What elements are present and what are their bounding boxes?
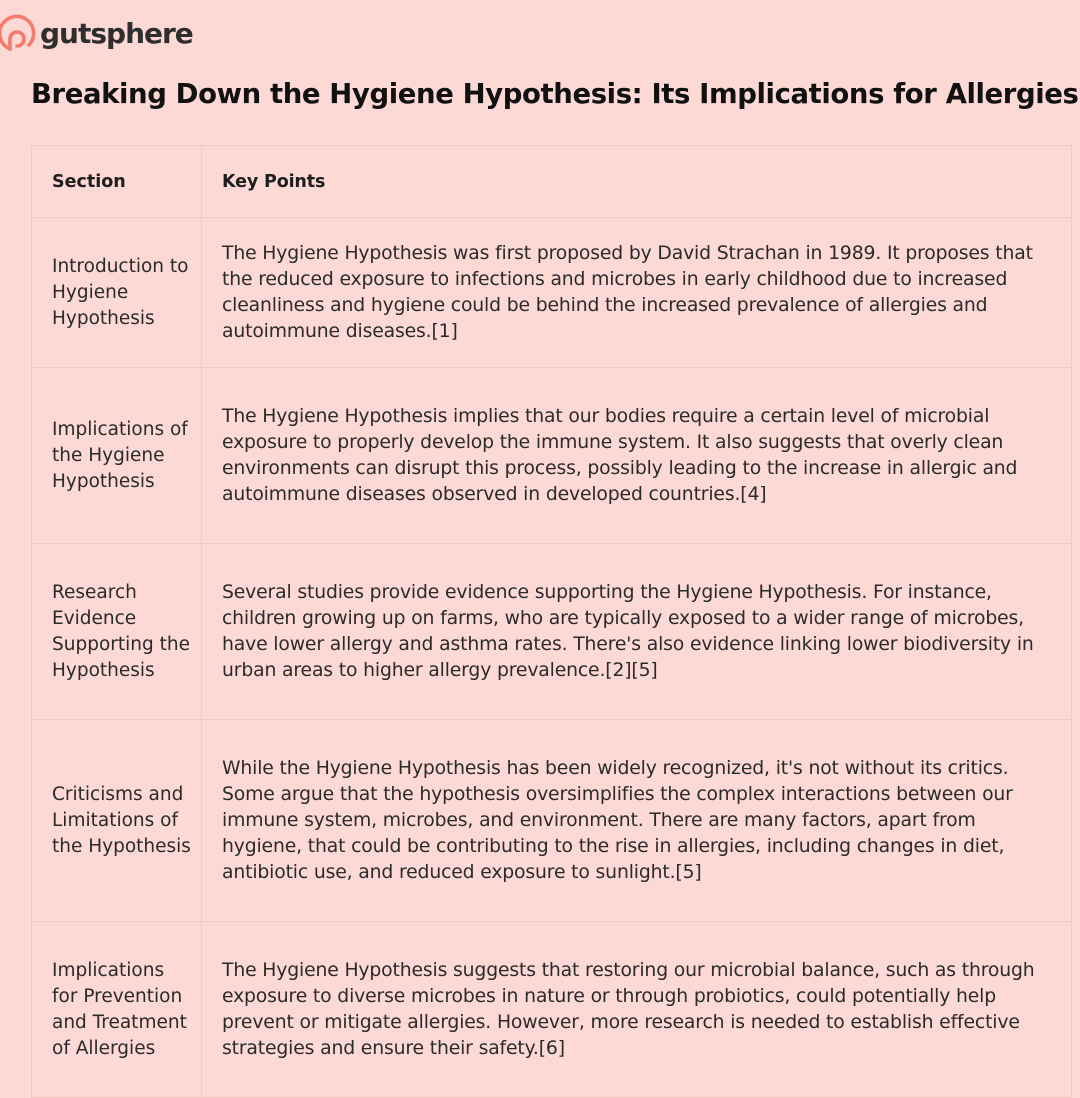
key-points-cell: While the Hygiene Hypothesis has been widely recognized, it's not without its critics. Some argue that the hypothesis oversimplifies the complex interactions between our immune system, microbes, and environment. There are many factors, apart from hygiene, that could be contributing to the rise in allergies, including changes in diet, antibiotic use, and reduced exposure to sunlight.[5] xyxy=(202,720,1072,922)
section-cell: Introduction to Hygiene Hypothesis xyxy=(32,218,202,368)
table-row xyxy=(32,922,1072,1098)
key-points-cell: The Hygiene Hypothesis implies that our bodies require a certain level of microbial exposure to properly develop the immune system. It also suggests that overly clean environments can disrupt this process, possibly leading to the increase in allergic and autoimmune diseases observed in developed countries.[4] xyxy=(202,368,1072,544)
key-points-cell: The Hygiene Hypothesis was first proposed by David Strachan in 1989. It proposes that the reduced exposure to infections and microbes in early childhood due to increased cleanliness and hygiene could be behind the increased prevalence of allergies and autoimmune diseases.[1] xyxy=(202,218,1072,368)
section-cell: Research Evidence Supporting the Hypothesis xyxy=(32,544,202,720)
brand-logo xyxy=(0,14,193,54)
section-cell: Criticisms and Limitations of the Hypothesis xyxy=(32,720,202,922)
page-title: Breaking Down the Hygiene Hypothesis: Its Implications for Allergies xyxy=(31,78,1079,110)
table-header-row xyxy=(32,146,1072,218)
header-key-points: Key Points xyxy=(202,146,1072,218)
key-points-cell: Several studies provide evidence supporting the Hygiene Hypothesis. For instance, children growing up on farms, who are typically exposed to a wider range of microbes, have lower allergy and asthma rates. There's also evidence linking lower biodiversity in urban areas to higher allergy prevalence.[2][5] xyxy=(202,544,1072,720)
key-points-cell: The Hygiene Hypothesis suggests that restoring our microbial balance, such as through exposure to diverse microbes in nature or through probiotics, could potentially help prevent or mitigate allergies. However, more research is needed to establish effective strategies and ensure their safety.[6] xyxy=(202,922,1072,1098)
key-points-table xyxy=(31,145,1072,1098)
header-section: Section xyxy=(32,146,202,218)
table-row xyxy=(32,218,1072,368)
gutsphere-logo-icon xyxy=(0,14,38,54)
section-cell: Implications of the Hygiene Hypothesis xyxy=(32,368,202,544)
table-row xyxy=(32,720,1072,922)
section-cell: Implications for Prevention and Treatment of Allergies xyxy=(32,922,202,1098)
table-row xyxy=(32,368,1072,544)
brand-name: gutsphere xyxy=(40,17,193,50)
table-row xyxy=(32,544,1072,720)
